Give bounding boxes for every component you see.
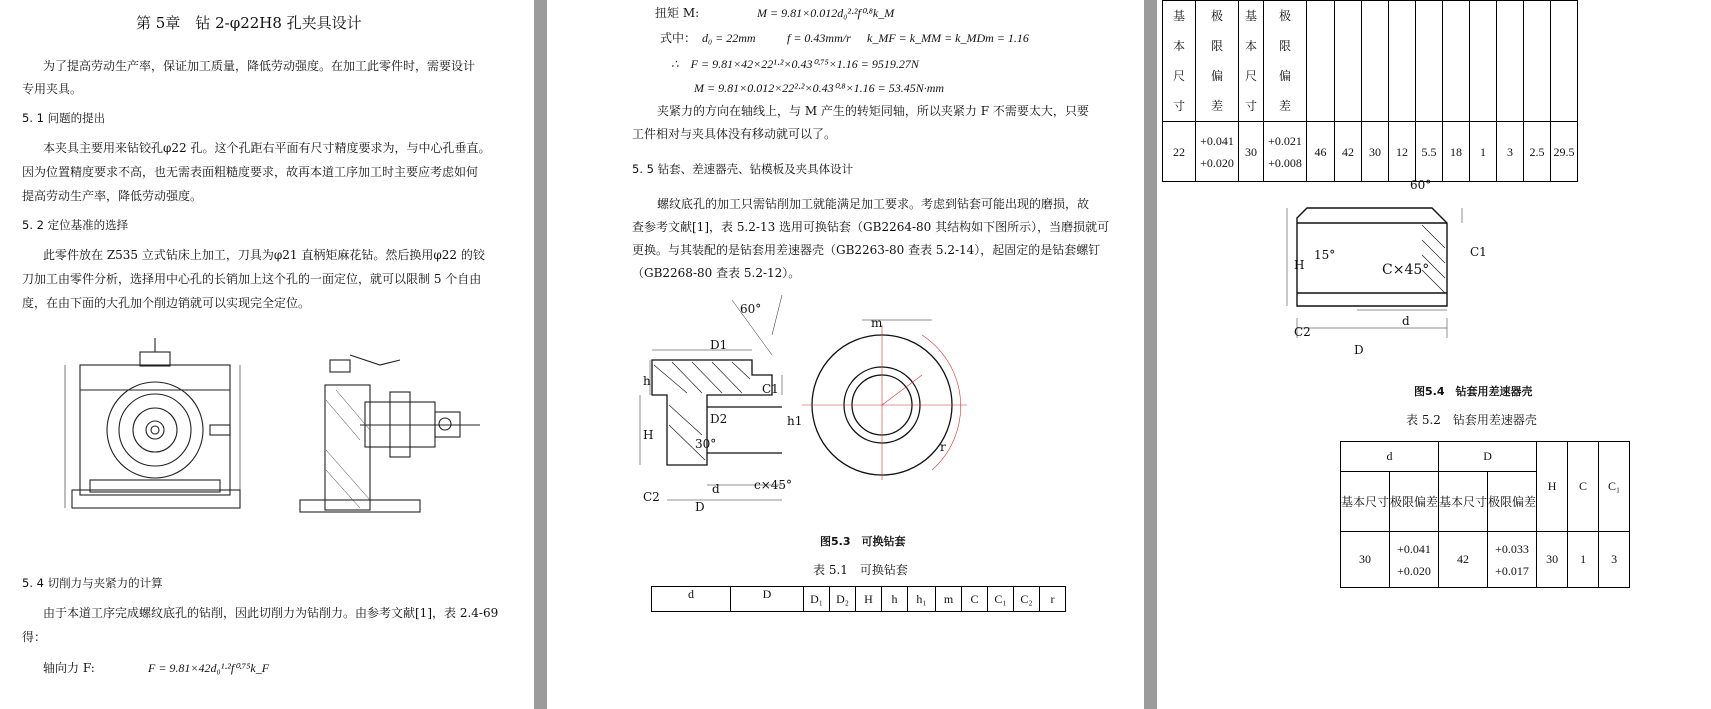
where-d: d₀ = 22mm: [702, 31, 756, 45]
intro-line-1: 为了提高劳动生产率，保证加工质量，降低劳动强度。在加工此零件时，需要设计: [43, 59, 476, 73]
t52-head-C: C: [1568, 442, 1599, 532]
fixture-assembly-drawing: [60, 330, 480, 540]
fig54-label-C45: C×45°: [1382, 262, 1430, 278]
table-5-2-caption: 表 5.2 钻套用差速器壳: [1406, 413, 1537, 427]
axial-force-formula: F = 9.81×42d₀¹·²f⁰·⁷⁵k_F: [148, 661, 270, 675]
t51c-value-4: 46: [1307, 122, 1335, 182]
fig54-angle-15: 15°: [1314, 248, 1336, 262]
calc-torque: M = 9.81×0.012×22²·²×0.43⁰·⁸×1.16 = 53.45N·mm: [694, 81, 945, 95]
t52-sub-dev-d: 极限偏差: [1390, 472, 1439, 532]
t52-sub-dev-D: 极限偏差: [1488, 472, 1537, 532]
t52-head-D: D: [1439, 442, 1537, 472]
document-page-1: [0, 0, 534, 709]
t51-header-d: d: [652, 587, 731, 612]
fig53-label-h: h: [643, 374, 651, 388]
p55-line-2: 查参考文献[1]，表 5.2-13 选用可换钻套（GB2264-80 其结构如下图所示），当磨损就可: [632, 220, 1110, 234]
axial-force-label: 轴向力 F:: [43, 661, 95, 675]
fig54-label-D: D: [1354, 343, 1364, 357]
t51c-head-dev-2: 极 限 偏 差: [1264, 1, 1307, 122]
fig53-label-D: D: [695, 500, 705, 514]
torque-formula: M = 9.81×0.012d₀²·²f⁰·⁸k_M: [757, 6, 895, 20]
t51c-head-dev-1: 极 限 偏 差: [1196, 1, 1239, 122]
fig53-label-D2: D2: [710, 412, 728, 426]
clamp-para-line-2: 工件相对与夹具体没有移动就可以了。: [632, 127, 837, 141]
t51-header-D2: D₂: [830, 587, 856, 612]
t52-head-H: H: [1537, 442, 1568, 532]
t52-head-d: d: [1341, 442, 1439, 472]
fig53-label-h1: h1: [787, 414, 803, 428]
chapter-title: 第 5章 钻 2-φ22H8 孔夹具设计: [136, 14, 362, 32]
fig53-label-C1: C1: [762, 382, 779, 396]
t51-header-C2: C₂: [1014, 587, 1040, 612]
t52-val-d-dev-upper: +0.041: [1397, 541, 1431, 556]
fig54-label-C2: C2: [1294, 325, 1311, 339]
fig54-angle-60: 60°: [1410, 178, 1432, 192]
fig54-label-C1: C1: [1470, 245, 1487, 259]
fig53-label-c45: c×45°: [754, 478, 793, 492]
t51c-value-0: 22: [1163, 122, 1196, 182]
p55-line-1: 螺纹底孔的加工只需钻削加工就能满足加工要求。考虑到钻套可能出现的磨损，故: [657, 197, 1090, 211]
section-5-2-heading: 5. 2 定位基准的选择: [22, 218, 129, 232]
document-page-3: [1157, 0, 1711, 709]
section-5-4-heading: 5. 4 切削力与夹紧力的计算: [22, 576, 163, 590]
replaceable-bushing-drawing: [632, 295, 1052, 525]
p54-line-1: 由于本道工序完成螺纹底孔的钻削，因此切削力为钻削力。由参考文献[1]，表 2.4-69: [43, 606, 499, 620]
p55-line-3: 更换。与其装配的是钻套用差速器壳（GB2263-80 查表 5.2-14），起固定的是钻套螺钉: [632, 243, 1101, 257]
t51-header-C1: C₁: [988, 587, 1014, 612]
t52-head-C1: C₁: [1599, 442, 1630, 532]
fig53-label-D1: D1: [710, 338, 728, 352]
fig54-label-H: H: [1294, 258, 1305, 272]
fig53-angle-30: 30°: [695, 437, 717, 451]
figure-5-3-caption: 图5.3 可换钻套: [820, 535, 906, 548]
t52-val-d-dev: [1390, 532, 1439, 588]
p51-line-3: 提高劳动生产率，降低劳动强度。: [22, 189, 203, 203]
sleeve-drawing: [1277, 178, 1537, 378]
p52-line-3: 度，在由下面的大孔加个削边销就可以实现完全定位。: [22, 296, 311, 310]
p51-line-1: 本夹具主要用来钻铰孔φ22 孔。这个孔距右平面有尺寸精度要求为，与中心孔垂直。: [43, 141, 491, 155]
where-k: k_MF = k_MM = k_MDm = 1.16: [867, 31, 1029, 45]
t51c-head-basic-2: 基 本 尺 寸: [1239, 1, 1264, 122]
section-5-1-heading: 5. 1 问题的提出: [22, 111, 106, 125]
t51-header-H: H: [856, 587, 882, 612]
t51c-head-basic-1: 基 本 尺 寸: [1163, 1, 1196, 122]
table-5-1: [651, 586, 1066, 612]
t52-val-D-dev-lower: +0.017: [1495, 563, 1529, 578]
t52-sub-basic-D: 基本尺寸: [1439, 472, 1488, 532]
where-f: f = 0.43mm/r: [787, 31, 851, 45]
intro-line-2: 专用夹具。: [22, 82, 83, 96]
p51-line-2: 因为位置精度要求不高，也无需表面粗糙度要求，故再本道工序加工时主要应考虑如何: [22, 165, 479, 179]
t51-header-r: r: [1040, 587, 1066, 612]
t51c-value-2: 30: [1239, 122, 1264, 182]
fig54-label-d: d: [1402, 314, 1410, 328]
table-5-2: [1340, 441, 1630, 588]
t51-header-h1: h₁: [908, 587, 936, 612]
t52-val-d: 30: [1341, 532, 1390, 588]
fig53-label-r: r: [940, 440, 946, 454]
t51-header-D: D: [731, 587, 804, 612]
t52-val-D-dev: [1488, 532, 1537, 588]
fig53-label-H: H: [643, 428, 654, 442]
t51c-value-5: 42: [1335, 122, 1362, 182]
t51c-value-6: 30: [1362, 122, 1389, 182]
t51c-value-8: 5.5: [1416, 122, 1443, 182]
t52-val-D: 42: [1439, 532, 1488, 588]
where-label: 式中：: [660, 31, 697, 45]
fig53-label-d: d: [712, 482, 720, 496]
t51-header-h: h: [882, 587, 908, 612]
t51c-value-13: 29.5: [1551, 122, 1578, 182]
figure-5-4-caption: 图5.4 钻套用差速器壳: [1414, 385, 1533, 398]
clamp-para-line-1: 夹紧力的方向在轴线上，与 M 产生的转矩同轴，所以夹紧力 F 不需要太大，只要: [657, 104, 1089, 118]
table-5-1-continued: [1162, 0, 1578, 182]
t52-val-d-dev-lower: +0.020: [1397, 563, 1431, 578]
fig53-label-C2: C2: [643, 490, 660, 504]
t51-header-D1: D₁: [804, 587, 830, 612]
t51c-value-7: 12: [1389, 122, 1416, 182]
t51-header-C: C: [962, 587, 988, 612]
t51c-value-9: 18: [1443, 122, 1470, 182]
t51-header-m: m: [936, 587, 962, 612]
fig53-angle-60: 60°: [740, 302, 762, 316]
t52-val-D-dev-upper: +0.033: [1495, 541, 1529, 556]
p55-line-4: （GB2268-80 查表 5.2-12）。: [632, 266, 801, 280]
t51c-value-1: +0.041 +0.020: [1196, 122, 1239, 182]
t51c-value-11: 3: [1497, 122, 1524, 182]
t52-val-C1: 3: [1599, 532, 1630, 588]
t52-val-C: 1: [1568, 532, 1599, 588]
t51c-value-3: +0.021 +0.008: [1264, 122, 1307, 182]
t51c-value-10: 1: [1470, 122, 1497, 182]
document-page-2: [547, 0, 1144, 709]
p52-line-2: 刀加工由零件分析，选择用中心孔的长销加上这个孔的一面定位，就可以限制 5 个自由: [22, 272, 482, 286]
t52-sub-basic-d: 基本尺寸: [1341, 472, 1390, 532]
p52-line-1: 此零件放在 Z535 立式钻床上加工，刀具为φ21 直柄矩麻花钻。然后换用φ22 的铰: [43, 248, 485, 262]
fig53-label-m: m: [871, 316, 883, 330]
calc-force: ∴ F = 9.81×42×22¹·²×0.43⁰·⁷⁵×1.16 = 9519.27N: [671, 57, 919, 71]
section-5-5-heading: 5. 5 钻套、差速器壳、钻模板及夹具体设计: [632, 162, 854, 176]
t52-val-H: 30: [1537, 532, 1568, 588]
p54-line-2: 得：: [22, 630, 47, 644]
t51c-value-12: 2.5: [1524, 122, 1551, 182]
torque-label: 扭矩 M:: [655, 6, 700, 20]
table-5-1-caption: 表 5.1 可换钻套: [813, 563, 908, 577]
